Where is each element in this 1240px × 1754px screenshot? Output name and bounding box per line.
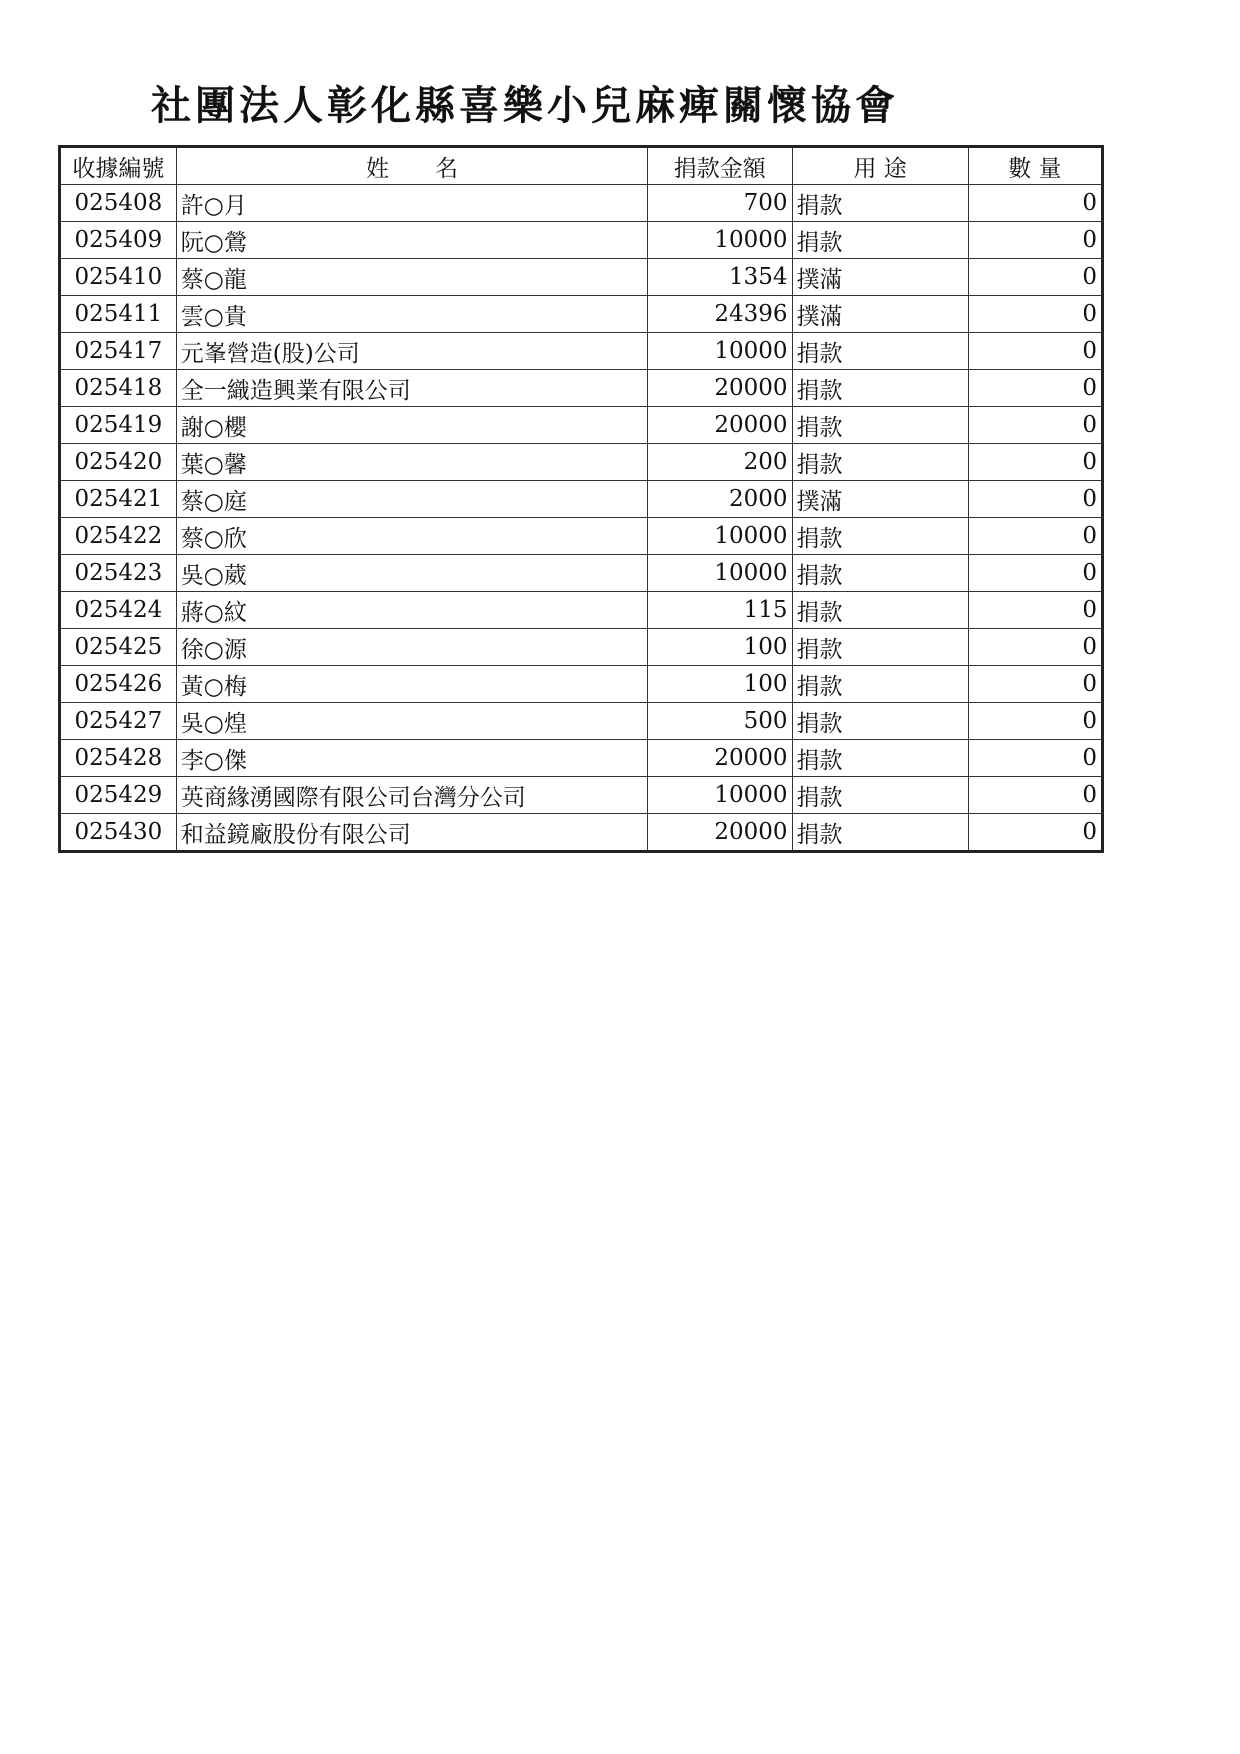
name-cell: 蔡○龍 — [176, 259, 647, 296]
amount-cell: 100 — [648, 666, 792, 703]
purpose-cell: 捐款 — [792, 814, 968, 852]
quantity-cell: 0 — [968, 296, 1102, 333]
table-row — [60, 185, 1103, 222]
amount-cell: 20000 — [648, 740, 792, 777]
quantity-cell: 0 — [968, 444, 1102, 481]
amount-cell: 2000 — [648, 481, 792, 518]
purpose-cell: 捐款 — [792, 777, 968, 814]
page-title: 社團法人彰化縣喜樂小兒麻痺關懷協會 — [151, 83, 899, 129]
amount-cell: 700 — [648, 185, 792, 222]
purpose-cell: 捐款 — [792, 444, 968, 481]
amount-cell: 10000 — [648, 777, 792, 814]
table-row — [60, 333, 1103, 370]
donation-table — [58, 145, 1104, 853]
name-cell: 英商緣湧國際有限公司台灣分公司 — [176, 777, 647, 814]
header-receipt-no: 收據編號 — [60, 147, 177, 185]
table-row — [60, 370, 1103, 407]
quantity-cell: 0 — [968, 703, 1102, 740]
name-cell: 阮○鶯 — [176, 222, 647, 259]
amount-cell: 24396 — [648, 296, 792, 333]
table-row — [60, 259, 1103, 296]
table-row — [60, 296, 1103, 333]
quantity-cell: 0 — [968, 555, 1102, 592]
receipt-no-cell: 025430 — [60, 814, 177, 852]
amount-cell: 20000 — [648, 814, 792, 852]
table-row — [60, 407, 1103, 444]
purpose-cell: 捐款 — [792, 370, 968, 407]
receipt-no-cell: 025424 — [60, 592, 177, 629]
purpose-cell: 捐款 — [792, 555, 968, 592]
receipt-no-cell: 025408 — [60, 185, 177, 222]
table-row — [60, 592, 1103, 629]
receipt-no-cell: 025419 — [60, 407, 177, 444]
table-row — [60, 555, 1103, 592]
receipt-no-cell: 025428 — [60, 740, 177, 777]
table-body — [60, 185, 1103, 852]
quantity-cell: 0 — [968, 740, 1102, 777]
table-row — [60, 740, 1103, 777]
amount-cell: 20000 — [648, 407, 792, 444]
quantity-cell: 0 — [968, 481, 1102, 518]
receipt-no-cell: 025411 — [60, 296, 177, 333]
quantity-cell: 0 — [968, 777, 1102, 814]
receipt-no-cell: 025423 — [60, 555, 177, 592]
purpose-cell: 捐款 — [792, 666, 968, 703]
table-row — [60, 444, 1103, 481]
amount-cell: 100 — [648, 629, 792, 666]
amount-cell: 10000 — [648, 518, 792, 555]
purpose-cell: 捐款 — [792, 333, 968, 370]
amount-cell: 20000 — [648, 370, 792, 407]
table-row — [60, 481, 1103, 518]
name-cell: 雲○貴 — [176, 296, 647, 333]
purpose-cell: 撲滿 — [792, 296, 968, 333]
receipt-no-cell: 025429 — [60, 777, 177, 814]
name-cell: 全一織造興業有限公司 — [176, 370, 647, 407]
receipt-no-cell: 025417 — [60, 333, 177, 370]
name-cell: 葉○馨 — [176, 444, 647, 481]
purpose-cell: 捐款 — [792, 740, 968, 777]
quantity-cell: 0 — [968, 592, 1102, 629]
amount-cell: 1354 — [648, 259, 792, 296]
purpose-cell: 捐款 — [792, 703, 968, 740]
quantity-cell: 0 — [968, 259, 1102, 296]
amount-cell: 115 — [648, 592, 792, 629]
quantity-cell: 0 — [968, 814, 1102, 852]
receipt-no-cell: 025410 — [60, 259, 177, 296]
header-purpose: 用 途 — [792, 147, 968, 185]
table-row — [60, 777, 1103, 814]
header-quantity: 數 量 — [968, 147, 1102, 185]
amount-cell: 200 — [648, 444, 792, 481]
name-cell: 謝○櫻 — [176, 407, 647, 444]
name-cell: 吳○煌 — [176, 703, 647, 740]
header-amount: 捐款金額 — [648, 147, 792, 185]
name-cell: 吳○葳 — [176, 555, 647, 592]
amount-cell: 10000 — [648, 333, 792, 370]
table-row — [60, 518, 1103, 555]
name-cell: 元峯營造(股)公司 — [176, 333, 647, 370]
table-header-row — [60, 147, 1103, 185]
quantity-cell: 0 — [968, 222, 1102, 259]
quantity-cell: 0 — [968, 407, 1102, 444]
table-row — [60, 703, 1103, 740]
receipt-no-cell: 025421 — [60, 481, 177, 518]
receipt-no-cell: 025420 — [60, 444, 177, 481]
table-row — [60, 814, 1103, 852]
receipt-no-cell: 025418 — [60, 370, 177, 407]
name-cell: 蔡○欣 — [176, 518, 647, 555]
receipt-no-cell: 025422 — [60, 518, 177, 555]
name-cell: 李○傑 — [176, 740, 647, 777]
quantity-cell: 0 — [968, 370, 1102, 407]
purpose-cell: 捐款 — [792, 629, 968, 666]
receipt-no-cell: 025409 — [60, 222, 177, 259]
name-cell: 徐○源 — [176, 629, 647, 666]
quantity-cell: 0 — [968, 629, 1102, 666]
purpose-cell: 捐款 — [792, 518, 968, 555]
table-row — [60, 629, 1103, 666]
amount-cell: 10000 — [648, 555, 792, 592]
purpose-cell: 捐款 — [792, 407, 968, 444]
receipt-no-cell: 025425 — [60, 629, 177, 666]
amount-cell: 500 — [648, 703, 792, 740]
table-row — [60, 222, 1103, 259]
quantity-cell: 0 — [968, 666, 1102, 703]
quantity-cell: 0 — [968, 333, 1102, 370]
purpose-cell: 撲滿 — [792, 259, 968, 296]
purpose-cell: 撲滿 — [792, 481, 968, 518]
name-cell: 和益鏡廠股份有限公司 — [176, 814, 647, 852]
receipt-no-cell: 025427 — [60, 703, 177, 740]
receipt-no-cell: 025426 — [60, 666, 177, 703]
name-cell: 許○月 — [176, 185, 647, 222]
table-row — [60, 666, 1103, 703]
header-name: 姓 名 — [176, 147, 647, 185]
quantity-cell: 0 — [968, 185, 1102, 222]
name-cell: 蔣○紋 — [176, 592, 647, 629]
purpose-cell: 捐款 — [792, 185, 968, 222]
name-cell: 蔡○庭 — [176, 481, 647, 518]
purpose-cell: 捐款 — [792, 592, 968, 629]
amount-cell: 10000 — [648, 222, 792, 259]
quantity-cell: 0 — [968, 518, 1102, 555]
purpose-cell: 捐款 — [792, 222, 968, 259]
name-cell: 黃○梅 — [176, 666, 647, 703]
